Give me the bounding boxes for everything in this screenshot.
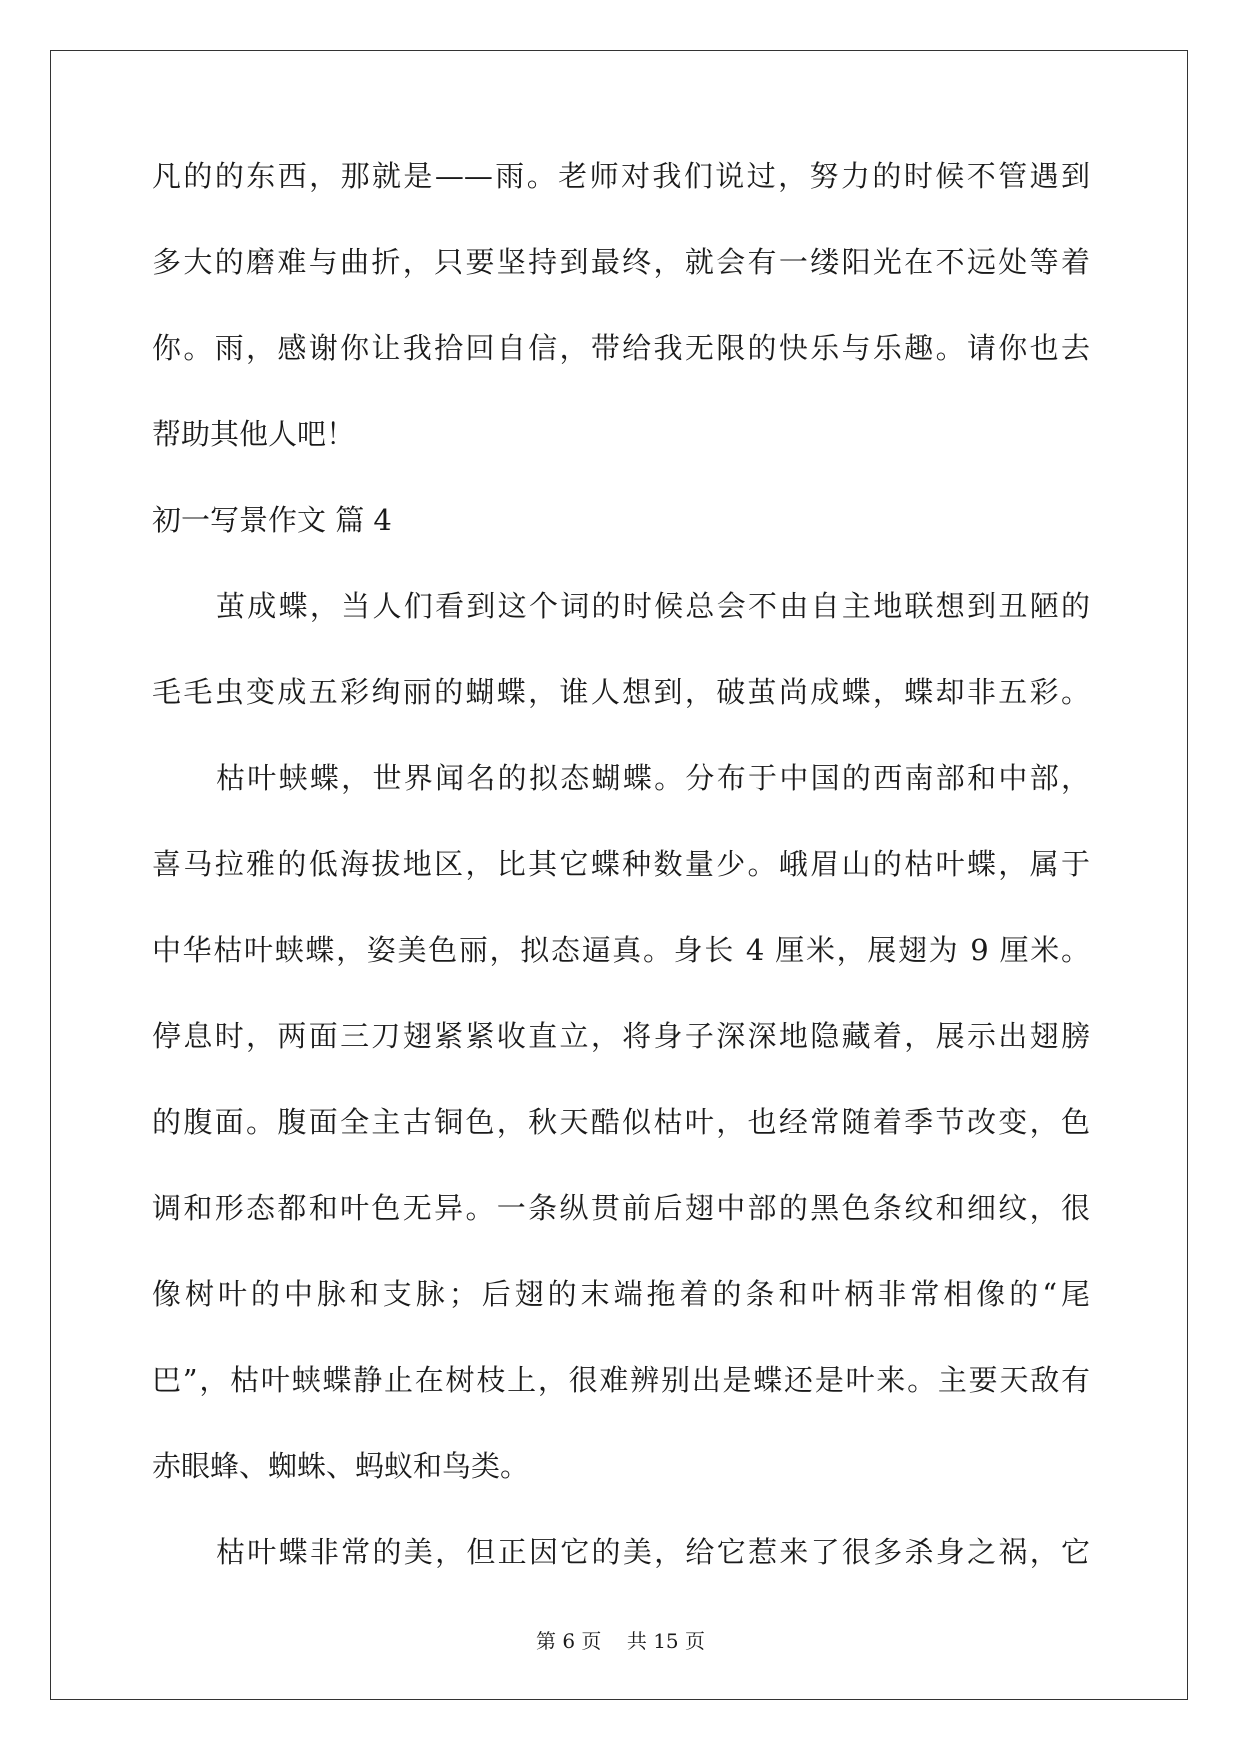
text-line: 巴”，枯叶蛱蝶静止在树枝上，很难辨别出是蝶还是叶来。主要天敌有 [152,1363,1090,1397]
text-line: 多大的磨难与曲折，只要坚持到最终，就会有一缕阳光在不远处等着 [152,245,1090,279]
text-line: 毛毛虫变成五彩绚丽的蝴蝶，谁人想到，破茧尚成蝶，蝶却非五彩。 [152,675,1090,709]
text-line: 你。雨，感谢你让我拾回自信，带给我无限的快乐与乐趣。请你也去 [152,331,1090,365]
text-line: 茧成蝶，当人们看到这个词的时候总会不由自主地联想到丑陋的 [216,589,1090,623]
text-line: 帮助其他人吧！ [152,417,356,451]
page-number: 第 6 页 共 15 页 [535,1629,706,1653]
text-line: 枯叶蛱蝶，世界闻名的拟态蝴蝶。分布于中国的西南部和中部， [216,761,1090,795]
text-line: 喜马拉雅的低海拔地区，比其它蝶种数量少。峨眉山的枯叶蝶，属于 [152,847,1090,881]
section-heading: 初一写景作文 篇 4 [152,503,392,537]
text-line: 中华枯叶蛱蝶，姿美色丽，拟态逼真。身长 4 厘米，展翅为 9 厘米。 [152,933,1090,967]
text-line: 停息时，两面三刀翅紧紧收直立，将身子深深地隐藏着，展示出翅膀 [152,1019,1090,1053]
paragraph-1 [152,160,1090,450]
text-line: 像树叶的中脉和支脉；后翅的末端拖着的条和叶柄非常相像的“尾 [152,1277,1090,1311]
paragraph-2 [152,590,1090,708]
text-line: 调和形态都和叶色无异。一条纵贯前后翅中部的黑色条纹和细纹，很 [152,1191,1090,1225]
document-body [152,160,1090,1622]
paragraph-4 [152,1536,1090,1568]
text-line: 枯叶蝶非常的美，但正因它的美，给它惹来了很多杀身之祸，它 [216,1535,1090,1569]
text-line: 赤眼蜂、蜘蛛、蚂蚁和鸟类。 [152,1449,530,1483]
text-line: 的腹面。腹面全主古铜色，秋天酷似枯叶，也经常随着季节改变，色 [152,1105,1090,1139]
paragraph-3 [152,762,1090,1482]
text-line: 凡的的东西，那就是——雨。老师对我们说过，努力的时候不管遇到 [152,159,1090,193]
